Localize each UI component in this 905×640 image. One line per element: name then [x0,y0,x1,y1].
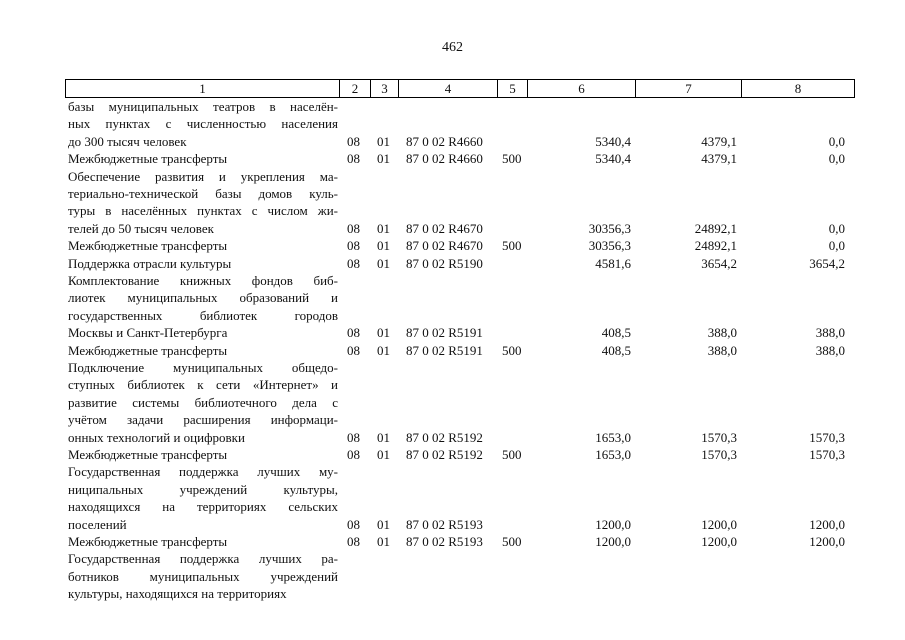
cell-col-4: 87 0 02 R5192 [406,429,483,445]
row-name-line: туры в населённых пунктах с числом жи- [68,203,338,219]
cell-col-8: 1570,3 [809,429,845,445]
row-name-line: до 300 тысяч человек [68,133,187,149]
cell-col-8: 0,0 [828,238,845,254]
cell-col-8: 0,0 [828,151,845,167]
cell-col-3: 01 [377,516,390,532]
cell-col-4: 87 0 02 R4660 [406,151,483,167]
cell-col-2: 08 [347,255,360,271]
cell-col-4: 87 0 02 R4670 [406,238,483,254]
row-name [68,237,338,254]
cell-col-6: 30356,3 [588,220,631,236]
cell-col-4: 87 0 02 R4660 [406,133,483,149]
header-col-7: 7 [635,80,741,97]
row-name-line: Государственная поддержка лучших ра- [68,551,338,567]
cell-col-4: 87 0 02 R5190 [406,255,483,271]
table-body [0,98,905,603]
cell-col-5: 500 [502,238,522,254]
cell-col-8: 1570,3 [809,446,845,462]
cell-col-7: 388,0 [707,342,737,358]
cell-col-2: 08 [347,516,360,532]
cell-col-8: 0,0 [828,133,845,149]
row-name [68,533,338,550]
cell-col-6: 1200,0 [595,533,631,549]
row-name-line: учётом задачи расширения информаци- [68,412,338,428]
cell-col-4: 87 0 02 R5192 [406,446,483,462]
table-row [0,342,905,359]
cell-col-7: 1200,0 [701,516,737,532]
cell-col-7: 388,0 [707,325,737,341]
row-name-line: лиотек муниципальных образований и [68,290,338,306]
cell-col-2: 08 [347,238,360,254]
table-row [0,255,905,272]
cell-col-2: 08 [347,429,360,445]
cell-col-8: 3654,2 [809,255,845,271]
cell-col-2: 08 [347,325,360,341]
table-row [0,272,905,342]
row-name-line: Межбюджетные трансферты [68,342,228,358]
cell-col-6: 5340,4 [595,133,631,149]
cell-col-2: 08 [347,342,360,358]
cell-col-6: 408,5 [601,342,631,358]
cell-col-4: 87 0 02 R5191 [406,342,483,358]
row-name-line: Межбюджетные трансферты [68,151,228,167]
row-name-line: находящихся на территориях сельских [68,499,338,515]
cell-col-8: 0,0 [828,220,845,236]
table-row [0,168,905,238]
cell-col-7: 1200,0 [701,533,737,549]
table-row [0,446,905,463]
cell-col-3: 01 [377,342,390,358]
table-row [0,533,905,550]
cell-col-2: 08 [347,220,360,236]
row-name [68,446,338,463]
cell-col-5: 500 [502,151,522,167]
row-name [68,255,338,272]
cell-col-5: 500 [502,446,522,462]
page-number: 462 [442,40,463,55]
row-name-line: Обеспечение развития и укрепления ма- [68,168,338,184]
row-name [68,359,338,446]
row-name-line: ботников муниципальных учреждений [68,568,338,584]
cell-col-2: 08 [347,533,360,549]
table-row [0,98,905,150]
cell-col-3: 01 [377,325,390,341]
table-row [0,463,905,533]
table-row [0,359,905,446]
cell-col-6: 4581,6 [595,255,631,271]
cell-col-7: 4379,1 [701,133,737,149]
cell-col-4: 87 0 02 R5193 [406,516,483,532]
cell-col-4: 87 0 02 R5191 [406,325,483,341]
cell-col-6: 30356,3 [588,238,631,254]
row-name-line: базы муниципальных театров в населён- [68,99,338,114]
row-name [68,550,338,602]
cell-col-5: 500 [502,533,522,549]
row-name-line: ступных библиотек к сети «Интернет» и [68,377,338,393]
row-name-line: Межбюджетные трансферты [68,446,228,462]
table-row [0,550,905,602]
row-name-line: телей до 50 тысяч человек [68,220,214,236]
row-name [68,463,338,533]
cell-col-2: 08 [347,446,360,462]
cell-col-3: 01 [377,238,390,254]
row-name [68,150,338,167]
header-col-2: 2 [339,80,370,97]
header-col-4: 4 [398,80,497,97]
cell-col-3: 01 [377,151,390,167]
cell-col-7: 3654,2 [701,255,737,271]
cell-col-8: 1200,0 [809,533,845,549]
row-name [68,272,338,342]
cell-col-3: 01 [377,133,390,149]
cell-col-3: 01 [377,220,390,236]
row-name-line: Межбюджетные трансферты [68,238,228,254]
row-name-line: онных технологий и оцифровки [68,429,245,445]
row-name-line: культуры, находящихся на территориях [68,586,287,602]
row-name-line: Комплектование книжных фондов биб- [68,272,338,288]
row-name-line: ных пунктах с численностью населения [68,116,338,132]
row-name-line: ниципальных учреждений культуры, [68,481,338,497]
header-col-8: 8 [741,80,854,97]
cell-col-3: 01 [377,255,390,271]
header-col-3: 3 [370,80,398,97]
cell-col-7: 1570,3 [701,446,737,462]
row-name [68,168,338,238]
row-name-line: Поддержка отрасли культуры [68,255,232,271]
header-col-6: 6 [527,80,635,97]
cell-col-3: 01 [377,429,390,445]
cell-col-6: 5340,4 [595,151,631,167]
cell-col-8: 1200,0 [809,516,845,532]
cell-col-6: 1653,0 [595,446,631,462]
header-col-5: 5 [497,80,527,97]
row-name-line: Москвы и Санкт-Петербурга [68,325,228,341]
table-row [0,237,905,254]
cell-col-7: 1570,3 [701,429,737,445]
table-header [65,79,855,98]
cell-col-6: 1653,0 [595,429,631,445]
row-name-line: развитие системы библиотечного дела с [68,394,338,410]
row-name-line: Межбюджетные трансферты [68,533,228,549]
row-name-line: поселений [68,516,127,532]
cell-col-6: 408,5 [601,325,631,341]
table-row [0,150,905,167]
cell-col-2: 08 [347,133,360,149]
cell-col-2: 08 [347,151,360,167]
cell-col-6: 1200,0 [595,516,631,532]
cell-col-7: 24892,1 [694,220,737,236]
cell-col-7: 24892,1 [694,238,737,254]
row-name-line: териально-технической базы домов куль- [68,185,338,201]
header-col-1: 1 [199,81,206,96]
row-name [68,98,338,150]
cell-col-8: 388,0 [815,342,845,358]
cell-col-3: 01 [377,533,390,549]
row-name-line: государственных библиотек городов [68,307,338,323]
cell-col-5: 500 [502,342,522,358]
row-name [68,342,338,359]
row-name-line: Подключение муниципальных общедо- [68,359,338,375]
cell-col-4: 87 0 02 R4670 [406,220,483,236]
cell-col-7: 4379,1 [701,151,737,167]
cell-col-3: 01 [377,446,390,462]
cell-col-4: 87 0 02 R5193 [406,533,483,549]
row-name-line: Государственная поддержка лучших му- [68,464,338,480]
cell-col-8: 388,0 [815,325,845,341]
